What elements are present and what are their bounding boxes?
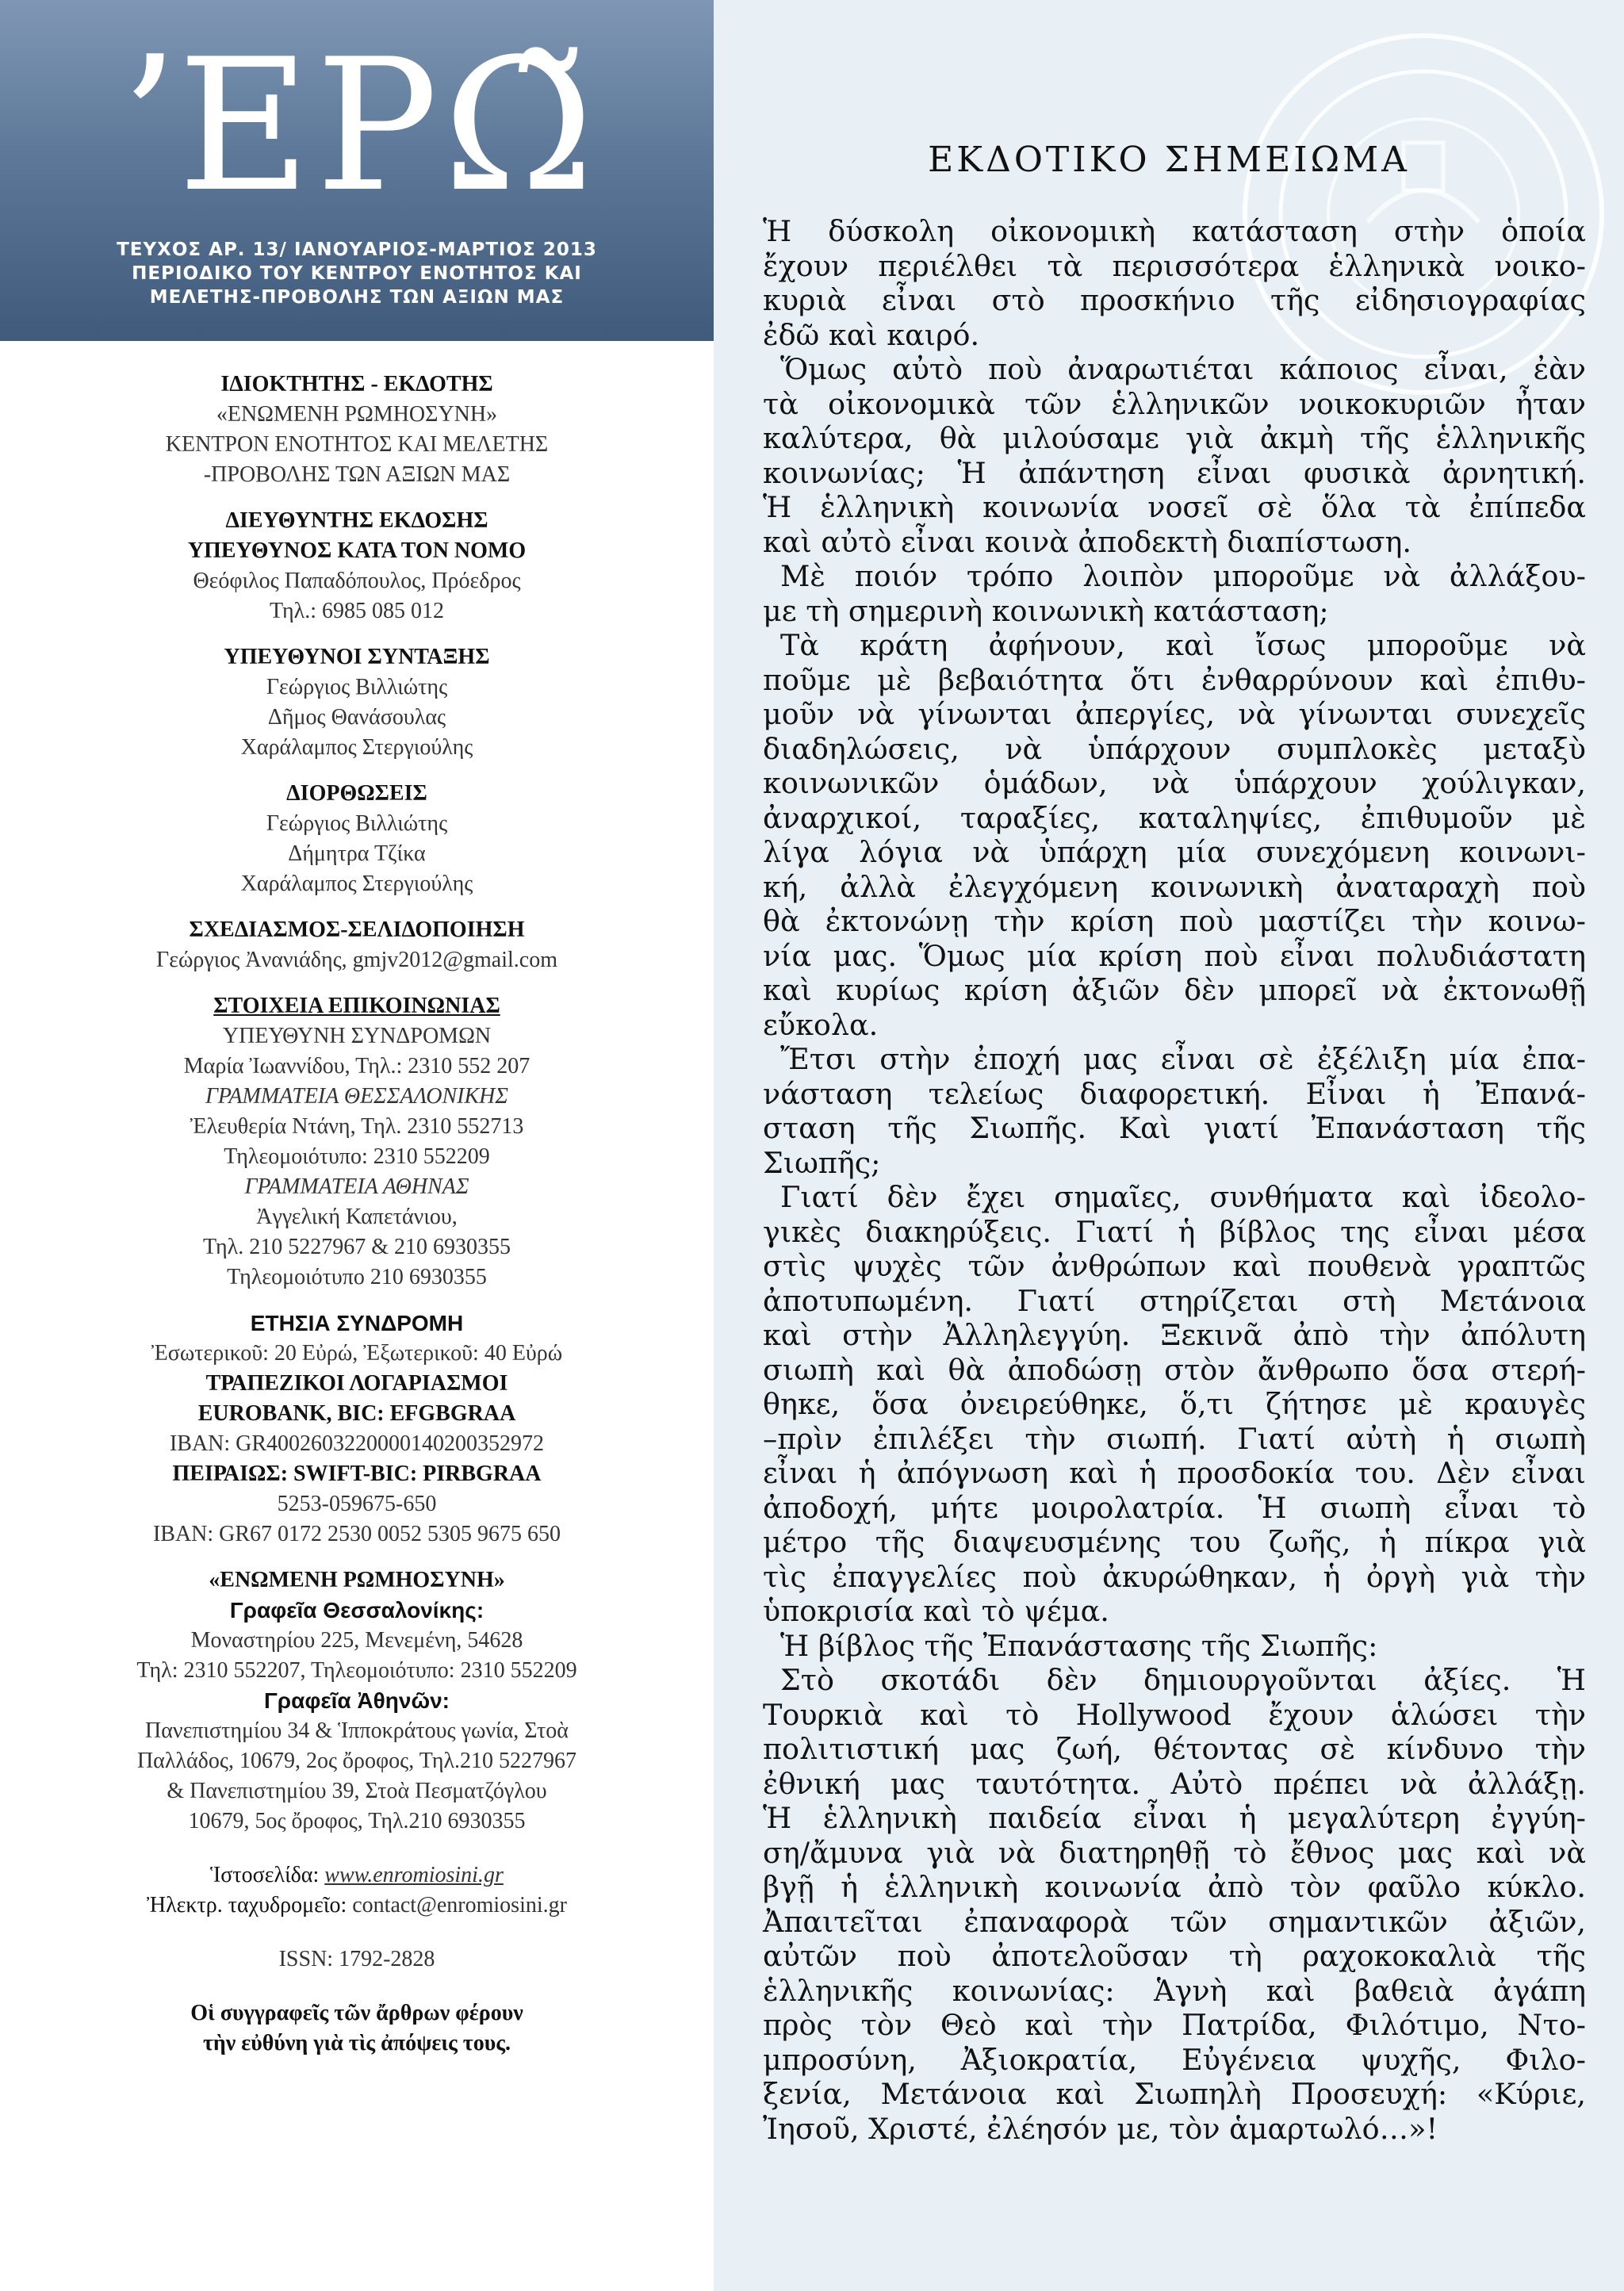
editorial-line: εἶναι ἡ ἀπόγνωση καὶ ἡ προσδοκία του. Δὲν εἶναι: [763, 1456, 1586, 1490]
editorial-line: πολιτιστική μας ζωή, θέτοντας σὲ κίνδυνο τὴν: [763, 1732, 1586, 1766]
website-row: [0, 1860, 714, 1891]
editorial-line: Σιωπῆς;: [763, 1145, 881, 1180]
editorial-line: κυριὰ εἶναι στὸ προσκήνιο τῆς εἰδησιογραφίας: [763, 283, 1586, 317]
thessaloniki-offices-heading: Γραφεῖα Θεσσαλονίκης:: [229, 1598, 485, 1622]
proofreader-name: Χαράλαμπος Στεργιούλης: [240, 872, 473, 896]
editor-name: Γεώργιος Βιλλιώτης: [266, 675, 448, 699]
contact-line: Τηλεομοιότυπο: 2310 552209: [224, 1144, 490, 1169]
website-link[interactable]: www.enromiosini.gr: [324, 1863, 504, 1887]
editorial-line: θηκε, ὅσα ὀνειρεύθηκε, ὅ,τι ζήτησε μὲ κραυγὲς: [763, 1387, 1586, 1421]
editorial-line: καλύτερα, θὰ μιλούσαμε γιὰ ἀκμὴ τῆς ἑλληνικῆς: [763, 421, 1586, 455]
editorial-line: Γιατί δὲν ἔχει σημαῖες, συνθήματα καὶ ἰδεολο-: [780, 1180, 1586, 1214]
issue-number: ΤΕΥΧΟΣ ΑΡ. 13/ ΙΑΝΟΥΑΡΙΟΣ-ΜΑΡΤΙΟΣ 2013: [117, 239, 597, 260]
editors-heading: ΥΠΕΥΘΥΝΟΙ ΣΥΝΤΑΞΗΣ: [224, 645, 490, 669]
editorial-line: τὶς ἐπαγγελίες ποὺ ἀκυρώθηκαν, ἡ ὀργὴ γιὰ τὴν: [763, 1559, 1586, 1594]
editorial-line: Ἡ ἑλληνικὴ κοινωνία νοσεῖ σὲ ὅλα τὰ ἐπίπεδα: [763, 490, 1586, 524]
editorial-line: νάσταση τελείως διαφορετική. Εἶναι ἡ Ἐπανά-: [763, 1076, 1586, 1111]
masthead-subtitle-1: ΠΕΡΙΟΔΙΚΟ ΤΟΥ ΚΕΝΤΡΟΥ ΕΝΟΤΗΤΟΣ ΚΑΙ: [132, 263, 582, 284]
athens-offices-heading: Γραφεῖα Ἀθηνῶν:: [263, 1688, 450, 1713]
editorial-line: ξενία, Μετάνοια καὶ Σιωπηλὴ Προσευχή: «Κύριε,: [763, 2077, 1586, 2111]
design-heading: ΣΧΕΔΙΑΣΜΟΣ-ΣΕΛΙΔΟΠΟΙΗΣΗ: [189, 918, 525, 942]
email-label: Ἠλεκτρ. ταχυδρομεῖο:: [147, 1893, 347, 1917]
website-label: Ἱστοσελίδα:: [210, 1863, 320, 1887]
owner-line: «ΕΝΩΜΕΝΗ ΡΩΜΗΟΣΥΝΗ»: [216, 402, 498, 427]
bank-iban: IBAN: GR67 0172 2530 0052 5305 9675 650: [152, 1522, 561, 1546]
editorial-line: νία μας. Ὅμως μία κρίση ποὺ εἶναι πολυδιάστατη: [763, 938, 1586, 973]
editorial-line: γικὲς διακηρύξεις. Γιατί ἡ βίβλος της εἶναι μέσα: [763, 1214, 1586, 1249]
editorial-line: ἀποτυπωμένη. Γιατί στηρίζεται στὴ Μετάνοια: [763, 1283, 1586, 1318]
impressum: [0, 370, 714, 2059]
editorial-line: κή, ἀλλὰ ἐλεγχόμενη κοινωνικὴ ἀναταραχὴ ποὺ: [763, 869, 1586, 904]
editorial-line: εὔκολα.: [763, 1007, 879, 1042]
editorial-line: κοινωνικῶν ὁμάδων, νὰ ὑπάρχουν χούλιγκαν,: [763, 766, 1586, 800]
director-phone: Τηλ.: 6985 085 012: [269, 599, 445, 623]
editorial-line: Ἡ βίβλος τῆς Ἐπανάστασης τῆς Σιωπῆς:: [780, 1628, 1378, 1663]
proofreader-name: Δήμητρα Τζίκα: [288, 841, 426, 866]
editorial-line: Ὅμως αὐτὸ ποὺ ἀναρωτιέται κάποιος εἶναι, ἐὰν: [780, 352, 1586, 386]
owner-heading: ΙΔΙΟΚΤΗΤΗΣ - ΕΚΔΟΤΗΣ: [220, 372, 493, 397]
masthead: [0, 0, 714, 341]
contact-line: Τηλ. 210 5227967 & 210 6930355: [202, 1235, 511, 1259]
masthead-subtitle-2: ΜΕΛΕΤΗΣ-ΠΡΟΒΟΛΗΣ ΤΩΝ ΑΞΙΩΝ ΜΑΣ: [149, 287, 565, 308]
editorial-line: –πρὶν ἐπιλέξει τὴν σιωπή. Γιατί αὐτὴ ἡ σιωπὴ: [763, 1421, 1586, 1456]
editorial-line: Ἔτσι στὴν ἐποχή μας εἶναι σὲ ἐξέλιξη μία ἐπα-: [780, 1042, 1586, 1076]
email-address[interactable]: contact@enromiosini.gr: [352, 1893, 567, 1917]
editorial-title: ΕΚΔΟΤΙΚΟ ΣΗΜΕΙΩΜΑ: [928, 140, 1410, 180]
editorial-line: Ἀπαιτεῖται ἐπαναφορὰ τῶν σημαντικῶν ἀξιῶν,: [763, 1904, 1586, 1939]
contact-line: Ἀγγελική Καπετάνιου,: [256, 1205, 458, 1229]
athens-address-line: Παλλάδος, 10679, 2ος ὄροφος, Τηλ.210 5227967: [136, 1749, 577, 1773]
disclaimer-line: Οἱ συγγραφεῖς τῶν ἄρθρων φέρουν: [190, 2001, 523, 2025]
athens-address-line: 10679, 5ος ὄροφος, Τηλ.210 6930355: [188, 1809, 526, 1833]
contact-line: Τηλεομοιότυπο 210 6930355: [227, 1265, 487, 1289]
editorial-line: ἀποδοχή, μήτε μοιρολατρία. Ἡ σιωπὴ εἶναι τὸ: [763, 1490, 1586, 1525]
disclaimer-line: τὴν εὐθύνη γιὰ τὶς ἀπόψεις τους.: [202, 2031, 511, 2055]
editorial-line: Μὲ ποιόν τρόπο λοιπὸν μποροῦμε νὰ ἀλλάξου-: [780, 559, 1586, 593]
magazine-logo: ʼΕΡΩ̃: [114, 21, 599, 232]
editorial-line: κοινωνίας; Ἡ ἀπάντηση εἶναι φυσικὰ ἀρνητική.: [763, 455, 1586, 490]
bank-name: ΠΕΙΡΑΙΩΣ: SWIFT-BIC: PIRBGRAA: [172, 1462, 542, 1486]
editorial-line: βγῇ ἡ ἑλληνικὴ κοινωνία ἀπὸ τὸν φαῦλο κύκλο.: [763, 1870, 1586, 1904]
editorial-line: καὶ αὐτὸ εἶναι κοινὰ ἀποδεκτὴ διαπίστωση.: [763, 524, 1411, 559]
editorial-line: μοῦν νὰ γίνωνται ἀπεργίες, νὰ γίνωνται συνεχεῖς: [763, 697, 1586, 731]
editorial-line: θὰ ἐκτονώνῃ τὴν κρίση ποὺ μαστίζει τὴν κοινω-: [763, 904, 1586, 938]
editorial-line: σιωπὴ καὶ θὰ ἀποδώσῃ στὸν ἄνθρωπο ὅσα στερή-: [763, 1352, 1586, 1387]
editorial-line: Τὰ κράτη ἀφήνουν, καὶ ἴσως μποροῦμε νὰ: [780, 628, 1586, 662]
editorial-line: αὐτῶν ποὺ ἀποτελοῦσαν τὴ ραχοκοκαλιὰ τῆς: [763, 1939, 1586, 1973]
editorial-body: [763, 214, 1586, 2146]
editorial-line: λίγα λόγια νὰ ὑπάρχη μία συνεχόμενη κοινωνι-: [763, 835, 1586, 869]
proofreader-name: Γεώργιος Βιλλιώτης: [266, 811, 448, 836]
bank-iban: IBAN: GR4002603220000140200352972: [169, 1431, 545, 1456]
athens-address-line: Πανεπιστημίου 34 & Ἱπποκράτους γωνία, Στοὰ: [145, 1718, 569, 1743]
editorial-line: ση/ἄμυνα γιὰ νὰ διατηρηθῇ τὸ ἔθνος μας καὶ νὰ: [763, 1835, 1586, 1870]
editorial-line: στὶς ψυχὲς τῶν ἀνθρώπων καὶ πουθενὰ γραπτῶς: [763, 1249, 1586, 1283]
contact-line: ΥΠΕΥΘΥΝΗ ΣΥΝΔΡΟΜΩΝ: [222, 1024, 492, 1048]
contact-line: ΓΡΑΜΜΑΤΕΙΑ ΘΕΣΣΑΛΟΝΙΚΗΣ: [205, 1084, 508, 1109]
contact-line: Ἐλευθερία Ντάνη, Τηλ. 2310 552713: [190, 1114, 524, 1139]
designer-name: Γεώργιος Ἀνανιάδης, gmjv2012@gmail.com: [156, 948, 557, 972]
owner-line: ΚΕΝΤΡΟΝ ΕΝΟΤΗΤΟΣ ΚΑΙ ΜΕΛΕΤΗΣ: [165, 432, 549, 457]
editorial-line: ὑποκρισία καὶ τὸ ψέμα.: [763, 1594, 1109, 1628]
editorial-line: καὶ κυρίως κρίση ἀξιῶν δὲν μπορεῖ νὰ ἐκτονωθῇ: [763, 973, 1586, 1007]
subscription-heading: ΕΤΗΣΙΑ ΣΥΝΔΡΟΜΗ: [250, 1311, 464, 1335]
contact-line: ΓΡΑΜΜΑΤΕΙΑ ΑΘΗΝΑΣ: [244, 1174, 469, 1199]
issn: ISSN: 1792-2828: [278, 1947, 435, 1971]
editorial-line: Στὸ σκοτάδι δὲν δημιουργοῦνται ἀξίες. Ἡ: [780, 1663, 1586, 1697]
thessaloniki-phone: Τηλ: 2310 552207, Τηλεομοιότυπο: 2310 552209: [136, 1658, 577, 1683]
editorial-line: ἐθνική μας ταυτότητα. Αὐτὸ πρέπει νὰ ἀλλάξῃ.: [763, 1766, 1586, 1801]
bank-accounts-heading: ΤΡΑΠΕΖΙΚΟΙ ΛΟΓΑΡΙΑΣΜΟΙ: [205, 1371, 508, 1396]
proofreading-heading: ΔΙΟΡΘΩΣΕΙΣ: [286, 781, 427, 806]
director-name: Θεόφιλος Παπαδόπουλος, Πρόεδρος: [193, 569, 521, 593]
athens-address-line: & Πανεπιστημίου 39, Στοὰ Πεσματζόγλου: [167, 1779, 547, 1803]
contact-line: Μαρία Ἰωαννίδου, Τηλ.: 2310 552 207: [183, 1054, 530, 1078]
editorial-line: Τουρκιὰ καὶ τὸ Hollywood ἔχουν ἁλώσει τὴν: [763, 1697, 1586, 1732]
editorial-line: Ἡ δύσκολη οἰκονομικὴ κατάσταση στὴν ὁποία: [763, 214, 1586, 248]
responsible-heading: ΥΠΕΥΘΥΝΟΣ ΚΑΤΑ ΤΟΝ ΝΟΜΟ: [187, 538, 527, 563]
editorial-line: τὰ οἰκονομικὰ τῶν ἑλληνικῶν νοικοκυριῶν ἦταν: [763, 386, 1586, 421]
editorial-line: καὶ στὴν Ἀλληλεγγύη. Ξεκινᾶ ἀπὸ τὴν ἀπόλυτη: [763, 1318, 1586, 1352]
editorial-line: ἀναρχικοί, ταραξίες, καταληψίες, ἐπιθυμοῦν μὲ: [763, 800, 1586, 835]
organization-heading: «ΕΝΩΜΕΝΗ ΡΩΜΗΟΣΥΝΗ»: [209, 1568, 505, 1592]
editorial-line: διαδηλώσεις, νὰ ὑπάρχουν συμπλοκὲς μεταξὺ: [763, 731, 1586, 766]
bank-account: 5253-059675-650: [277, 1492, 437, 1516]
editor-name: Δῆμος Θανάσουλας: [267, 705, 446, 730]
contact-heading: ΣΤΟΙΧΕΙΑ ΕΠΙΚΟΙΝΩΝΙΑΣ: [213, 994, 500, 1018]
editor-name: Χαράλαμπος Στεργιούλης: [240, 735, 473, 760]
editorial-line: ἑλληνικῆς κοινωνίας: Ἁγνὴ καὶ βαθειὰ ἀγάπη: [763, 1973, 1586, 2008]
editorial-line: με τὴ σημερινὴ κοινωνικὴ κατάσταση;: [763, 593, 1329, 628]
thessaloniki-address: Μοναστηρίου 225, Μενεμένη, 54628: [190, 1628, 523, 1653]
editorial-line: πρὸς τὸν Θεὸ καὶ τὴν Πατρίδα, Φιλότιμο, Ντο-: [763, 2008, 1586, 2042]
editorial-line: μέτρο τῆς διαψευσμένης του ζωῆς, ἡ πίκρα γιὰ: [763, 1525, 1586, 1559]
editorial-line: σταση τῆς Σιωπῆς. Καὶ γιατί Ἐπανάσταση τῆς: [763, 1111, 1586, 1145]
editorial-line: ποῦμε μὲ βεβαιότητα ὅτι ἐνθαρρύνουν καὶ ἐπιθυ-: [763, 662, 1586, 697]
subscription-price: Ἐσωτερικοῦ: 20 Εὐρώ, Ἐξωτερικοῦ: 40 Εὐρώ: [151, 1341, 563, 1366]
editorial-line: ἐδῶ καὶ καιρό.: [763, 317, 980, 352]
issue-info: [0, 238, 714, 309]
editorial-line: Ἰησοῦ, Χριστέ, ἐλέησόν με, τὸν ἁμαρτωλό…»!: [763, 2111, 1438, 2146]
bank-name: EUROBANK, BIC: EFGBGRAA: [197, 1401, 516, 1426]
editorial-line: ἔχουν περιέλθει τὰ περισσότερα ἑλληνικὰ νοικο-: [763, 248, 1586, 283]
editorial-line: μπροσύνη, Ἀξιοκρατία, Εὐγένεια ψυχῆς, Φιλο-: [763, 2042, 1586, 2077]
director-heading: ΔΙΕΥΘΥΝΤΗΣ ΕΚΔΟΣΗΣ: [225, 508, 488, 533]
email-row: [0, 1891, 714, 1921]
editorial-line: Ἡ ἑλληνικὴ παιδεία εἶναι ἡ μεγαλύτερη ἐγγύη-: [763, 1801, 1586, 1835]
owner-line: -ΠΡΟΒΟΛΗΣ ΤΩΝ ΑΞΙΩΝ ΜΑΣ: [203, 462, 511, 487]
